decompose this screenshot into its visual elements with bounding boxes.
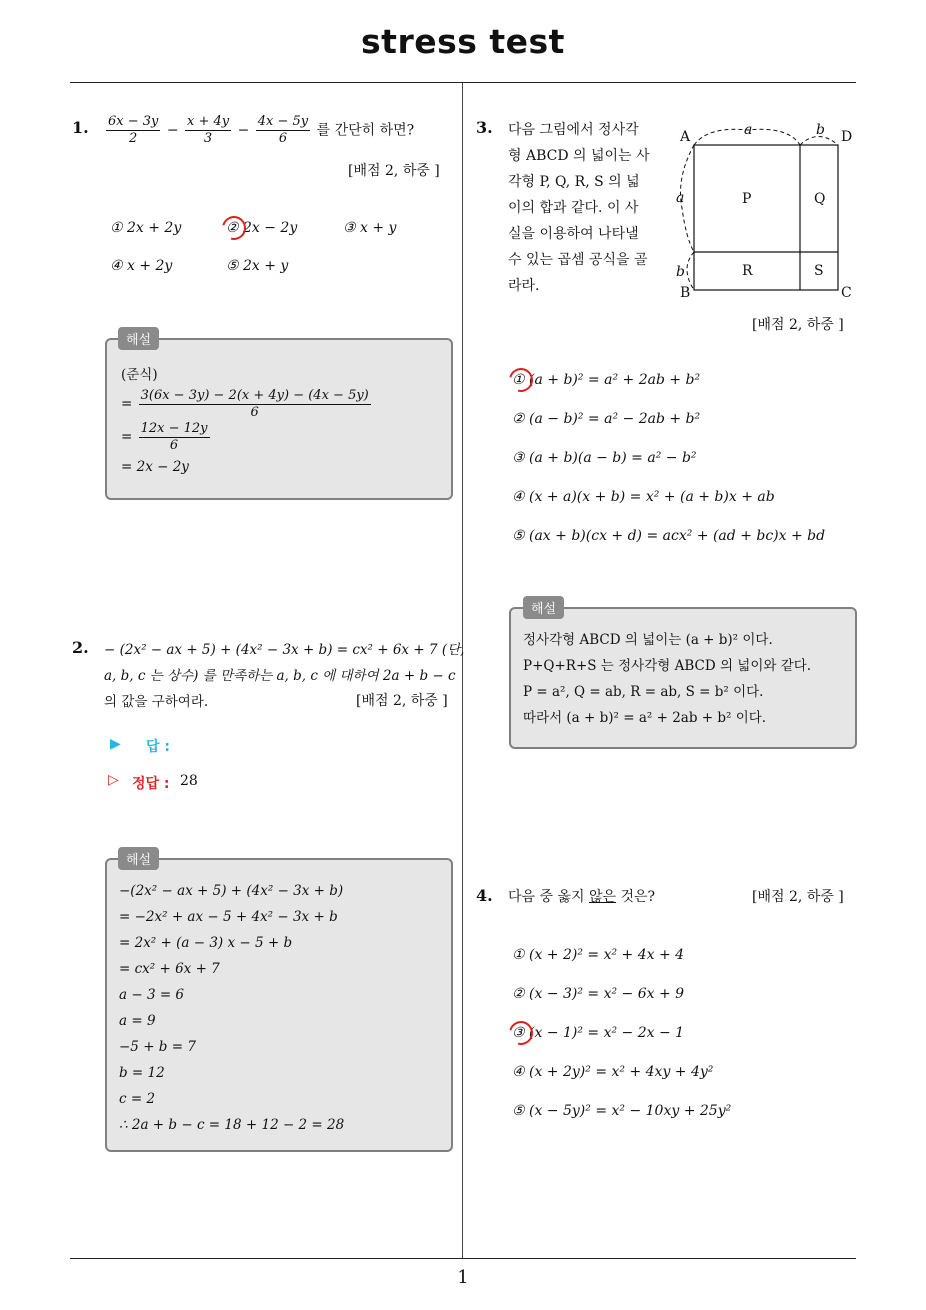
region-label: Q — [814, 191, 826, 207]
option-1[interactable]: ① 2x + 2y — [110, 220, 182, 236]
question-number: 1. — [72, 118, 89, 137]
q3-text: 다음 그림에서 정사각 형 ABCD 의 넓이는 사 각형 P, Q, R, S 의 넓 이의 합과 같다. 이 사 실을 이용하여 나타낼 수 있는 곱셈 공식을 골 라라. — [508, 122, 650, 294]
region-label: R — [742, 263, 753, 279]
correct-value: 28 — [180, 773, 198, 789]
edge-label: b — [816, 122, 825, 138]
question-number: 3. — [476, 118, 493, 137]
q2-line-1: − (2x² − ax + 5) + (4x² − 3x + b) = cx² + 6x + 7 (단, — [104, 642, 465, 658]
option-5[interactable]: ⑤ 2x + y — [226, 258, 289, 274]
region-label: P — [742, 191, 752, 207]
solution-box: −(2x² − ax + 5) + (4x² − 3x + b) = −2x² + ax − 5 + 4x² − 3x + b = 2x² + (a − 3) x − 5 + b = cx² + 6x + 7 a − 3 = 6 a = 9 −5 + b = 7 b = 12 c = 2 ∴ 2a + b − c = 18 + 12 − 2 = 28 — [105, 858, 453, 1152]
edge-label: a — [676, 190, 685, 206]
selected-answer-mark — [218, 212, 251, 245]
option-1[interactable]: ① (a + b)² = a² + 2ab + b² — [512, 372, 701, 388]
question-prompt: 다음 중 옳지 않은 것은? — [508, 889, 656, 905]
correct-arrow-icon: ▷ — [108, 772, 119, 788]
vertex-label: D — [841, 129, 853, 145]
question-meta: [배점 2, 하중 ] — [752, 889, 844, 905]
edge-label: b — [676, 264, 685, 280]
option-2[interactable]: ② (a − b)² = a² − 2ab + b² — [512, 411, 701, 427]
selected-answer-mark — [505, 1017, 538, 1050]
fraction: $\frac{6x - 3y}{2}$ — [108, 114, 159, 146]
option-4[interactable]: ④ (x + a)(x + b) = x² + (a + b)x + ab — [512, 489, 775, 505]
solution-box: 정사각형 ABCD 의 넓이는 (a + b)² 이다. P+Q+R+S 는 정사각형 ABCD 의 넓이와 같다. P = a², Q = ab, R = ab, S = b² 이다. 따라서 (a + b)² = a² + 2ab + b² 이다. — [509, 607, 857, 749]
page-title: stress test — [361, 22, 565, 61]
option-3[interactable]: ③ (a + b)(a − b) = a² − b² — [512, 450, 697, 466]
correct-label: 정답 : — [132, 776, 170, 792]
bottom-rule — [70, 1258, 856, 1259]
square-diagram — [668, 118, 858, 308]
edge-label: a — [744, 122, 753, 138]
answer-arrow-icon: ▶ — [110, 736, 121, 752]
solution-tag: 해설 — [523, 596, 564, 619]
question-number: 2. — [72, 638, 89, 657]
option-3[interactable]: ③ (x − 1)² = x² − 2x − 1 — [512, 1025, 685, 1041]
question-meta: [배점 2, 하중 ] — [348, 163, 440, 179]
solution-tag: 해설 — [118, 327, 159, 350]
vertex-label: B — [680, 285, 691, 301]
q1-expression: $\frac{6x - 3y}{2}$ − $\frac{x + 4y}{3}$ − $\frac{4x - 5y}{6}$ 를 간단히 하면? — [108, 114, 415, 146]
question-number: 4. — [476, 886, 493, 905]
question-meta: [배점 2, 하중 ] — [752, 317, 844, 333]
option-4[interactable]: ④ (x + 2y)² = x² + 4xy + 4y² — [512, 1064, 714, 1080]
q2-line-3: 의 값을 구하여라. — [104, 694, 209, 710]
solution-tag: 해설 — [118, 847, 159, 870]
option-5[interactable]: ⑤ (x − 5y)² = x² − 10xy + 25y² — [512, 1103, 732, 1119]
selected-answer-mark — [505, 364, 538, 397]
option-2[interactable]: ② (x − 3)² = x² − 6x + 9 — [512, 986, 685, 1002]
question-meta: [배점 2, 하중 ] — [356, 693, 448, 709]
option-1[interactable]: ① (x + 2)² = x² + 4x + 4 — [512, 947, 685, 963]
vertex-label: A — [680, 129, 691, 145]
option-4[interactable]: ④ x + 2y — [110, 258, 173, 274]
top-rule — [70, 82, 856, 83]
q2-line-2: a, b, c 는 상수) 를 만족하는 a, b, c 에 대하여 2a + b − c — [104, 668, 456, 684]
answer-label: 답 : — [146, 739, 170, 755]
option-2[interactable]: ② 2x − 2y — [226, 220, 298, 236]
solution-box: (준식) = $\frac{3(6x - 3y) - 2(x + 4y) - (4x - 5y)}{6}$ = $\frac{12x - 12y}{6}$ = 2x − 2y — [105, 338, 453, 500]
vertex-label: C — [841, 285, 852, 301]
question-prompt: 를 간단히 하면? — [316, 122, 415, 139]
fraction: $\frac{4x - 5y}{6}$ — [257, 114, 309, 146]
fraction: $\frac{x + 4y}{3}$ — [187, 114, 230, 146]
column-divider — [462, 83, 463, 1258]
option-3[interactable]: ③ x + y — [343, 220, 397, 236]
option-5[interactable]: ⑤ (ax + b)(cx + d) = acx² + (ad + bc)x + bd — [512, 528, 826, 544]
region-label: S — [814, 263, 824, 279]
page-number: 1 — [457, 1267, 469, 1288]
